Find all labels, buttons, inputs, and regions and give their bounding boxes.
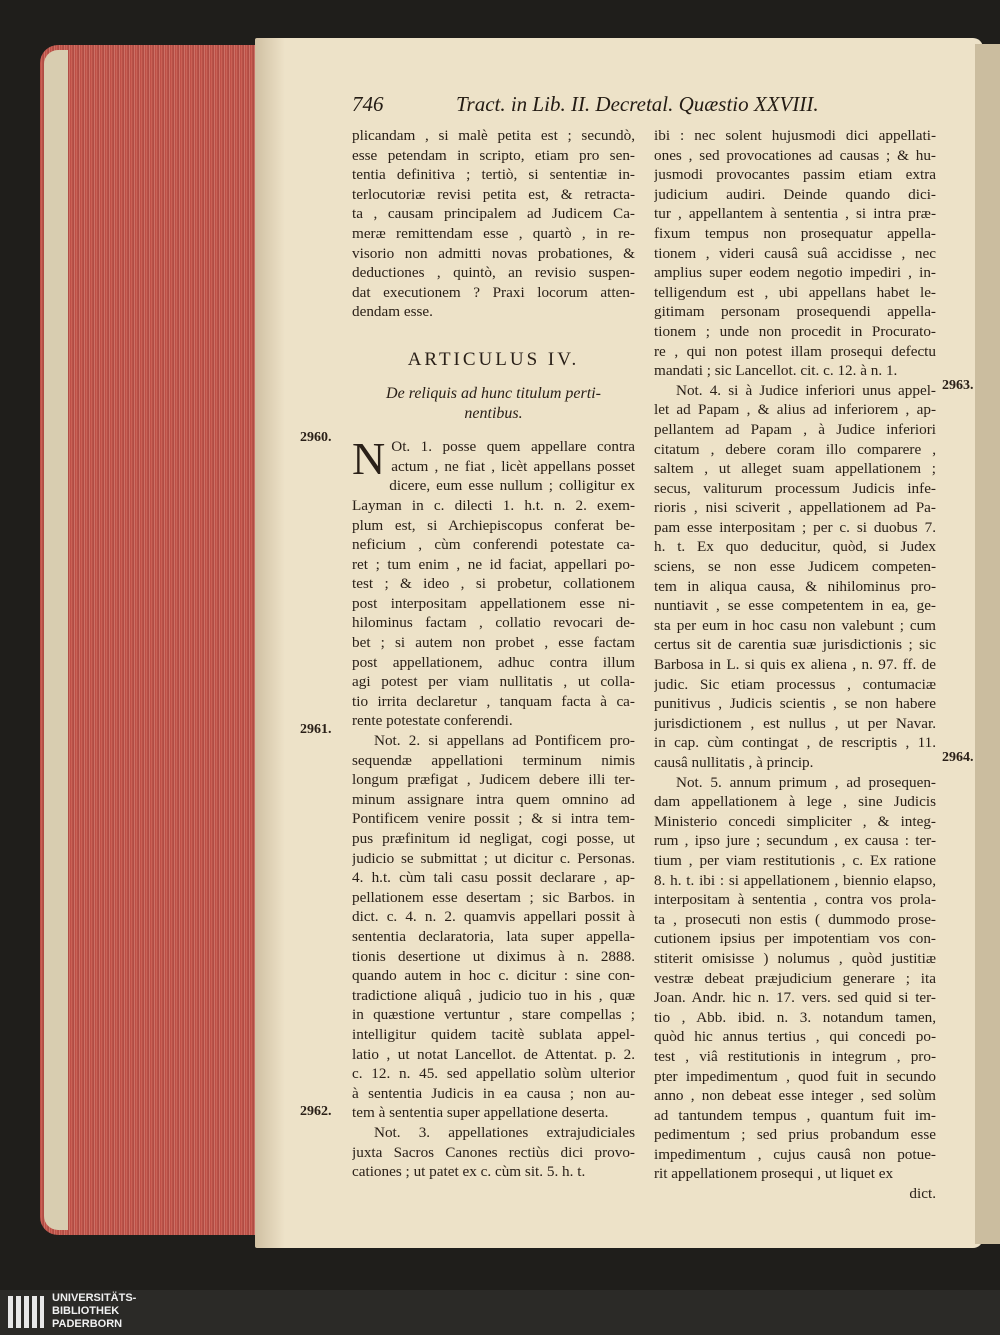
article-subtitle-line: nentibus.	[464, 404, 523, 422]
text-line: stiterit omisisse ) nolumus , quòd justitiæ	[654, 949, 936, 967]
text-line: hilominus factam , collatio revocari de-	[352, 614, 635, 632]
text-line: tem à sententia super appellatione deserta.	[352, 1104, 609, 1122]
text-line: Ot. 1. posse quem appellare contra	[391, 438, 635, 456]
text-line: secus, valiturum processum Judicis infe-	[654, 479, 936, 497]
text-line: Not. 4. si à Judice inferiori unus appel-	[676, 381, 936, 399]
text-line: agi potest per viam nullitatis , ut colla-	[352, 673, 635, 691]
text-line: ret ; tum enim , ne id faciat, appellari po-	[352, 555, 635, 573]
text-line: plum est, si Archiepiscopus conferat be-	[352, 516, 635, 534]
text-line: jurisdictionem , est nullus , ut per Navar.	[654, 714, 936, 732]
text-line: Not. 2. si appellans ad Pontificem pro-	[374, 732, 635, 750]
text-line: ta , causam principalem ad Judicem Ca-	[352, 205, 635, 223]
text-line: rit appellationem prosequi , ut liquet ex	[654, 1165, 894, 1183]
text-line: impedimentum , cujus causâ non potue-	[654, 1145, 936, 1163]
text-line: dam appellationem à lege , sine Judicis	[654, 793, 936, 811]
text-line: plicandam , si malè petita est ; secundò,	[352, 127, 635, 144]
text-line: bet ; si autem non probet , esse factam	[352, 634, 635, 652]
text-line: post appellationem, adhuc contra illum	[352, 653, 635, 671]
text-line: cutionem ipsius per impotentiam vos con-	[654, 930, 936, 948]
margin-number: 2962.	[300, 1104, 332, 1119]
text-line: meræ remittendam esse , quartò , in re-	[352, 224, 635, 242]
drop-capital: N	[352, 433, 386, 485]
library-line: BIBLIOTHEK	[52, 1305, 120, 1317]
footer-bar	[0, 1290, 1000, 1335]
text-line: judic. Sic etiam processus , contumaciæ	[654, 675, 936, 693]
text-line: punitivus , Judicis scientis , se non habere	[654, 695, 936, 713]
text-line: interpositam à sententia , contra vos prola-	[654, 891, 936, 909]
text-line: tium , per viam restitutionis , c. Ex ratione	[654, 851, 936, 869]
text-line: intelligitur quidem tacitè sublata appel-	[352, 1025, 635, 1043]
text-line: tentia definitiva ; tertiò, si sententiæ in-	[352, 166, 635, 184]
text-line: vestræ debeat præjudicium generare ; ita	[654, 969, 936, 987]
margin-number: 2963.	[942, 378, 974, 393]
text-line: mandati ; sic Lancellot. cit. c. 12. à n. 1.	[654, 362, 898, 380]
text-line: gitimam personam prosequendi appella-	[654, 303, 936, 321]
text-line: longum præfigat , Judicem debere illi ter-	[352, 771, 635, 789]
paragraph-not-5	[654, 773, 936, 1184]
text-line: telligendum est , ubi appellans habet le-	[654, 283, 936, 301]
text-line: sequendæ appellationi terminum nimis	[352, 751, 635, 769]
text-line: test , viâ restitutionis in integrum , pro-	[654, 1047, 936, 1065]
text-line: pter impedimentum , quod fuit in secundo	[654, 1067, 936, 1085]
text-line: h. t. Ex quo deducitur, quòd, si Judex	[654, 538, 936, 556]
text-line: post interpositam appellationem esse ni-	[352, 594, 635, 612]
text-line: visorio non admitti novas probationes, &	[352, 244, 635, 262]
text-line: Layman in c. dilecti 1. h.t. n. 2. exem-	[352, 496, 635, 514]
paragraph-not-2	[352, 731, 635, 1123]
text-line: 4. h.t. cùm tali casu possit declarare , ap-	[352, 869, 635, 887]
text-line: quando autem in hoc c. dicitur : sine con-	[352, 967, 635, 985]
book-cover-edge	[44, 50, 68, 1230]
text-line: judicium audiri. Deinde quando dici-	[654, 185, 936, 203]
text-line: ibi : nec solent hujusmodi dici appellati-	[654, 127, 936, 144]
text-line: certus sit de carentia suæ jurisdictionis ; sic	[654, 636, 936, 654]
text-line: tradictione aliquâ , judicio tuo in his , quæ	[352, 986, 635, 1004]
text-line: Joan. Andr. hic n. 17. vers. sed quid si ter-	[654, 989, 936, 1007]
text-line: latio , ut notat Lancellot. de Attentat. p. 2.	[352, 1045, 635, 1063]
text-line: deductiones , quintò, an revisio suspen-	[352, 264, 635, 282]
text-line: pam esse interpositam ; per c. si duobus 7.	[654, 518, 936, 536]
text-line: pellantem ad Papam , à Judice inferiori	[654, 420, 936, 438]
book-page-edges	[40, 45, 260, 1235]
text-line: citatum , debere coram illo comparere ,	[654, 440, 936, 458]
text-line: tionem , videri causâ suâ accidisse , nec	[654, 244, 936, 262]
text-line: cationes ; ut patet ex c. cùm sit. 5. h. t.	[352, 1163, 586, 1181]
article-subtitle-line: De reliquis ad hunc titulum perti-	[386, 384, 601, 402]
text-line: rum , ipso jure ; secundum , ex causa : ter-	[654, 832, 936, 850]
text-line: c. 12. n. 45. sed appellatio solùm ulterior	[352, 1065, 635, 1083]
text-line: let ad Papam , & alius ad inferiorem , ap-	[654, 401, 936, 419]
library-logo-icon	[6, 1292, 46, 1332]
text-line: jusmodi provocantes passim etiam extra	[654, 166, 936, 184]
text-line: anno , non debeat esse integer , sed solùm	[654, 1087, 936, 1105]
text-line: pedimentum ; sed prius probandum esse	[654, 1126, 936, 1144]
running-title: Tract. in Lib. II. Decretal. Quæstio XXVIII.	[456, 92, 819, 116]
text-line: tio irrita declaretur , tanquam facta à ca-	[352, 692, 635, 710]
text-line: saltem , ut alleget suam appellationem ;	[654, 460, 936, 478]
text-line: Ministerio concedi simpliciter , & integ-	[654, 812, 936, 830]
text-line: rioris , nisi sciverit , appellationem ad Pa-	[654, 499, 936, 517]
text-line: à sententia Judicis in ea causa ; non au-	[352, 1084, 635, 1102]
text-line: rente potestate conferendi.	[352, 712, 513, 730]
library-line: UNIVERSITÄTS-	[52, 1292, 137, 1304]
text-line: actum , ne fiat , licèt appellans posset	[391, 457, 635, 475]
article-heading: ARTICULUS IV.	[407, 348, 580, 370]
text-line: causâ nullitatis , à princip.	[654, 754, 814, 771]
text-line: Pontificem venire possit ; & si intra tem-	[352, 810, 635, 828]
page-gutter-right	[975, 44, 1000, 1244]
right-column	[654, 126, 936, 1204]
text-line: dendam esse.	[352, 303, 433, 321]
text-line: ad tantundem tempus , quantum fuit im-	[654, 1106, 936, 1124]
paragraph-not-1	[352, 433, 635, 731]
text-line: test ; & ideo , si probetur, collationem	[352, 575, 635, 593]
text-line: dat executionem ? Praxi locorum atten-	[352, 283, 635, 301]
intro-paragraph	[352, 126, 635, 322]
library-line: PADERBORN	[52, 1318, 123, 1330]
paragraph-not-4	[654, 381, 936, 773]
page-number: 746	[352, 92, 384, 116]
text-line: neficium , cùm conferendi potestate ca-	[352, 536, 635, 554]
text-line: juxta Sacros Canones rectiùs dici provo-	[352, 1143, 635, 1161]
text-line: tio , Abb. ibid. n. 3. notandum tamen,	[654, 1008, 936, 1026]
text-line: minum assignare intra quem omnino ad	[352, 790, 635, 808]
text-line: in quæstione vertuntur , stare compellas ;	[352, 1006, 635, 1024]
text-line: 8. h. t. ibi : si appellationem , biennio elapso,	[654, 871, 936, 889]
text-line: judicio se submittat ; ut dicitur c. Personas.	[352, 849, 635, 867]
text-line: quòd hic annus tertius , qui concedi po-	[654, 1028, 936, 1046]
text-line: pellationem esse desertam ; sic Barbos. in	[352, 888, 635, 906]
text-line: Not. 3. appellationes extrajudiciales	[374, 1123, 635, 1141]
text-line: sententia declaratoria, lata super appella-	[352, 927, 635, 945]
paragraph-not-3	[352, 1123, 635, 1182]
text-line: dicere, eum esse nullum ; colligitur ex	[389, 477, 635, 495]
margin-number: 2964.	[942, 750, 974, 765]
text-line: Not. 5. annum primum , ad prosequen-	[676, 773, 936, 791]
margin-number: 2961.	[300, 722, 332, 737]
text-line: sta per eum in hoc casu non valebunt ; cum	[654, 616, 936, 634]
text-line: re , qui non potest illam prosequi defectu	[654, 342, 936, 360]
text-line: tionis desertione ut diximus à n. 2888.	[352, 947, 635, 965]
text-line: dict. c. 4. n. 2. quamvis appellari possit à	[352, 908, 635, 926]
text-line: esse petendam in scripto, etiam pro sen-	[352, 146, 635, 164]
text-line: ta , prosecuti non estis ( dummodo prose-	[654, 910, 936, 928]
text-line: terlocutoriæ revisi petita est, & retracta-	[352, 185, 635, 203]
text-line: sciens, se non esse Judicem competen-	[654, 558, 936, 576]
margin-number: 2960.	[300, 430, 332, 445]
text-line: tem in aliqua causa, & nihilominus pro-	[654, 577, 936, 595]
text-line: in cap. cùm contingat , de rescriptis , 11.	[654, 734, 936, 752]
text-line: fixum tempus non prosequatur appella-	[654, 224, 936, 242]
text-line: amplius super eodem negotio impediri , in-	[654, 264, 936, 282]
text-line: tionem ; unde non procedit in Procurato-	[654, 322, 936, 340]
paragraph-continuation	[654, 126, 936, 381]
text-line: Barbosa in L. si quis ex aliena , n. 97. ff. de	[654, 656, 936, 674]
text-line: nuntiavit , se esse competentem in ea, ge-	[654, 597, 936, 615]
catchword: dict.	[909, 1185, 936, 1203]
text-line: tur , appellantem à sententia , si intra præ-	[654, 205, 936, 223]
left-column	[352, 126, 635, 1182]
text-line: pus præfinitum id negligat, cogi posse, ut	[352, 830, 635, 847]
text-line: ones , sed provocationes ad causas ; & hu-	[654, 146, 936, 164]
library-name	[52, 1292, 136, 1331]
